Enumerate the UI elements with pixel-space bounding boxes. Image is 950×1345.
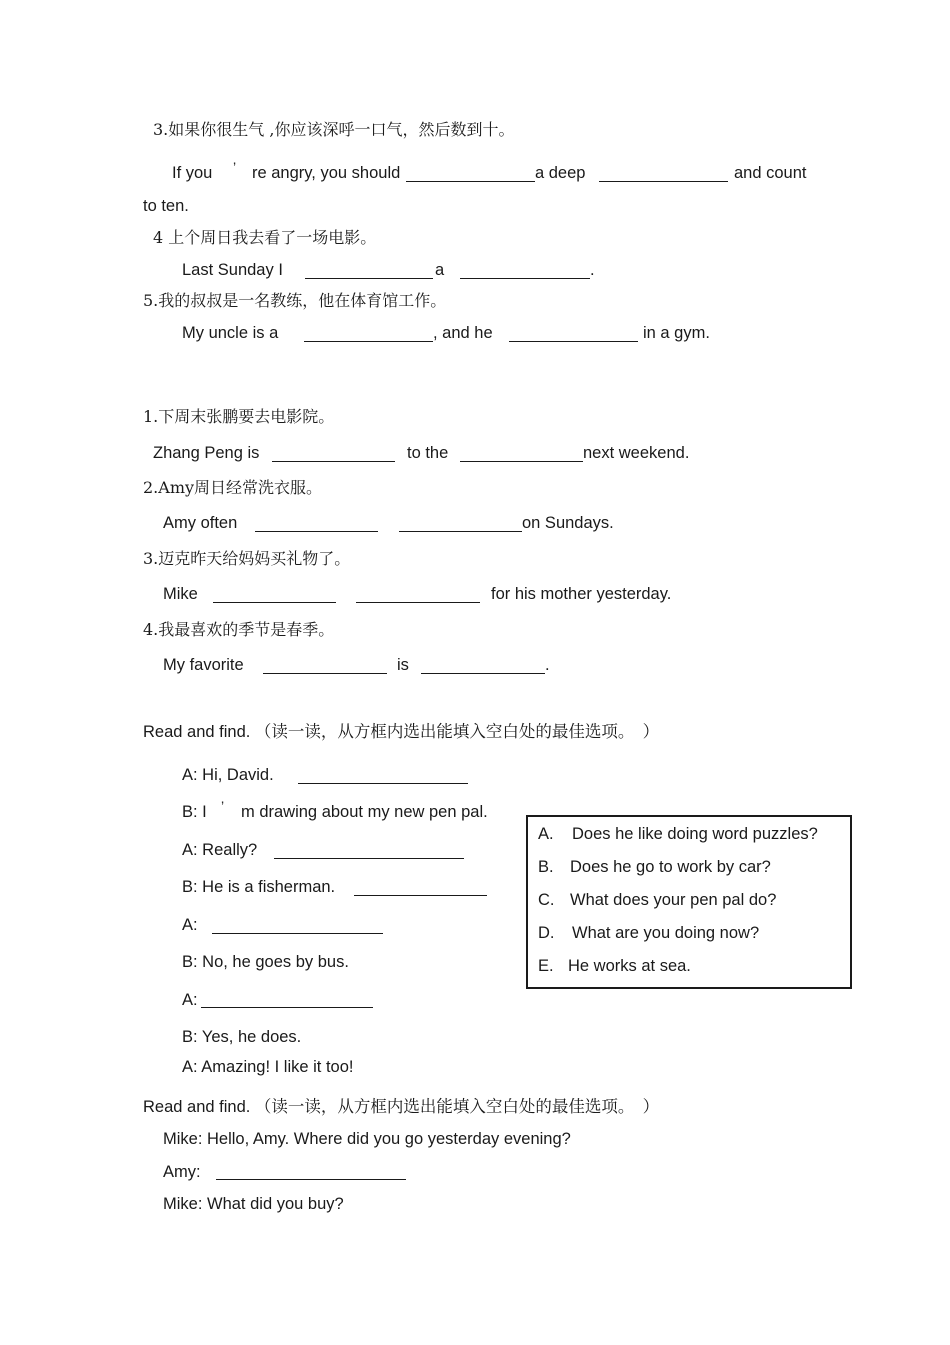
s1-q4-blank-2[interactable] — [460, 278, 590, 279]
s3-blank-4[interactable] — [212, 933, 383, 934]
s2-q1-en-part-a: Zhang Peng is — [153, 444, 260, 462]
s2-q4-blank-2[interactable] — [421, 673, 545, 674]
s1-q5-en-part-a: My uncle is a — [182, 324, 279, 342]
option-c-letter: C. — [538, 891, 555, 909]
s1-q3-en-part-e: to ten. — [143, 197, 189, 215]
s1-q3-en-part-a: If you — [172, 164, 213, 182]
s3-line-7: A: — [182, 991, 198, 1009]
s1-q3-en-part-d: and count — [734, 164, 807, 182]
s2-q2-en-part-b: on Sundays. — [522, 514, 614, 532]
s3-line-6: B: No, he goes by bus. — [182, 953, 349, 971]
s2-q2-blank-1[interactable] — [255, 531, 378, 532]
s2-q1-en-part-c: next weekend. — [583, 444, 690, 462]
s3-blank-1[interactable] — [298, 783, 468, 784]
s1-q3-chinese: 3.如果你很生气 ,你应该深呼一口气，然后数到十。 — [153, 120, 515, 139]
option-a-text: Does he like doing word puzzles? — [572, 825, 818, 843]
s1-q3-blank-2[interactable] — [599, 181, 728, 182]
s4-heading: Read and find. （读一读，从方框内选出能填入空白处的最佳选项。 ） — [143, 1098, 660, 1116]
s3-line-2b: m drawing about my new pen pal. — [241, 803, 488, 821]
s1-q4-chinese: 4 上个周日我去看了一场电影。 — [153, 228, 377, 247]
s1-q5-en-part-b: , and he — [433, 324, 493, 342]
s3-line-1: A: Hi, David. — [182, 766, 274, 784]
s1-q5-blank-2[interactable] — [509, 341, 638, 342]
s4-line-1: Mike: Hello, Amy. Where did you go yesterday evening? — [163, 1130, 571, 1148]
option-e-text: He works at sea. — [568, 957, 691, 975]
option-d-letter: D. — [538, 924, 555, 942]
s3-blank-3[interactable] — [354, 895, 487, 896]
s2-q2-en-part-a: Amy often — [163, 514, 238, 532]
option-e-letter: E. — [538, 957, 554, 975]
s3-line-2-apostrophe: ’ — [221, 798, 225, 814]
option-c-text: What does your pen pal do? — [570, 891, 777, 909]
s1-q3-apostrophe: ’ — [233, 159, 237, 175]
s2-q4-en-part-a: My favorite — [163, 656, 244, 674]
option-d-text: What are you doing now? — [572, 924, 760, 942]
s2-q1-en-part-b: to the — [407, 444, 449, 462]
s4-blank-1[interactable] — [216, 1179, 406, 1180]
s2-q4-chinese: 4.我最喜欢的季节是春季。 — [143, 620, 335, 639]
s2-q1-chinese: 1.下周末张鹏要去电影院。 — [143, 407, 335, 426]
s2-q4-en-part-c: . — [545, 656, 550, 674]
s1-q5-blank-1[interactable] — [304, 341, 433, 342]
s3-blank-5[interactable] — [201, 1007, 373, 1008]
s1-q3-en-part-c: a deep — [535, 164, 586, 182]
s2-q1-blank-1[interactable] — [272, 461, 395, 462]
s2-q3-chinese: 3.迈克昨天给妈妈买礼物了。 — [143, 549, 351, 568]
s1-q5-chinese: 5.我的叔叔是一名教练，他在体育馆工作。 — [143, 291, 447, 310]
s2-q4-en-part-b: is — [397, 656, 409, 674]
s3-line-5: A: — [182, 916, 198, 934]
s2-q3-en-part-a: Mike — [163, 585, 198, 603]
s4-line-3: Mike: What did you buy? — [163, 1195, 344, 1213]
s4-line-2: Amy: — [163, 1163, 201, 1181]
s2-q1-blank-2[interactable] — [460, 461, 583, 462]
s2-q2-chinese: 2.Amy周日经常洗衣服。 — [143, 478, 323, 497]
option-a-letter: A. — [538, 825, 554, 843]
s1-q3-en-part-b: re angry, you should — [252, 164, 401, 182]
s1-q4-en-part-b: a — [435, 261, 445, 279]
s2-q2-blank-2[interactable] — [399, 531, 522, 532]
s1-q3-blank-1[interactable] — [406, 181, 535, 182]
s3-line-2a: B: I — [182, 803, 207, 821]
s2-q4-blank-1[interactable] — [263, 673, 387, 674]
s2-q3-blank-1[interactable] — [213, 602, 336, 603]
option-b-text: Does he go to work by car? — [570, 858, 771, 876]
s3-line-8: B: Yes, he does. — [182, 1028, 302, 1046]
s2-q3-en-part-b: for his mother yesterday. — [491, 585, 672, 603]
s3-heading: Read and find. （读一读，从方框内选出能填入空白处的最佳选项。 ） — [143, 723, 660, 741]
s3-line-9: A: Amazing! I like it too! — [182, 1058, 354, 1076]
s1-q5-en-part-c: in a gym. — [643, 324, 710, 342]
s1-q4-blank-1[interactable] — [305, 278, 433, 279]
s3-line-4: B: He is a fisherman. — [182, 878, 336, 896]
s2-q3-blank-2[interactable] — [356, 602, 480, 603]
s1-q4-en-part-c: . — [590, 261, 595, 279]
s1-q4-en-part-a: Last Sunday I — [182, 261, 283, 279]
s3-blank-2[interactable] — [274, 858, 464, 859]
s3-line-3: A: Really? — [182, 841, 258, 859]
option-b-letter: B. — [538, 858, 554, 876]
